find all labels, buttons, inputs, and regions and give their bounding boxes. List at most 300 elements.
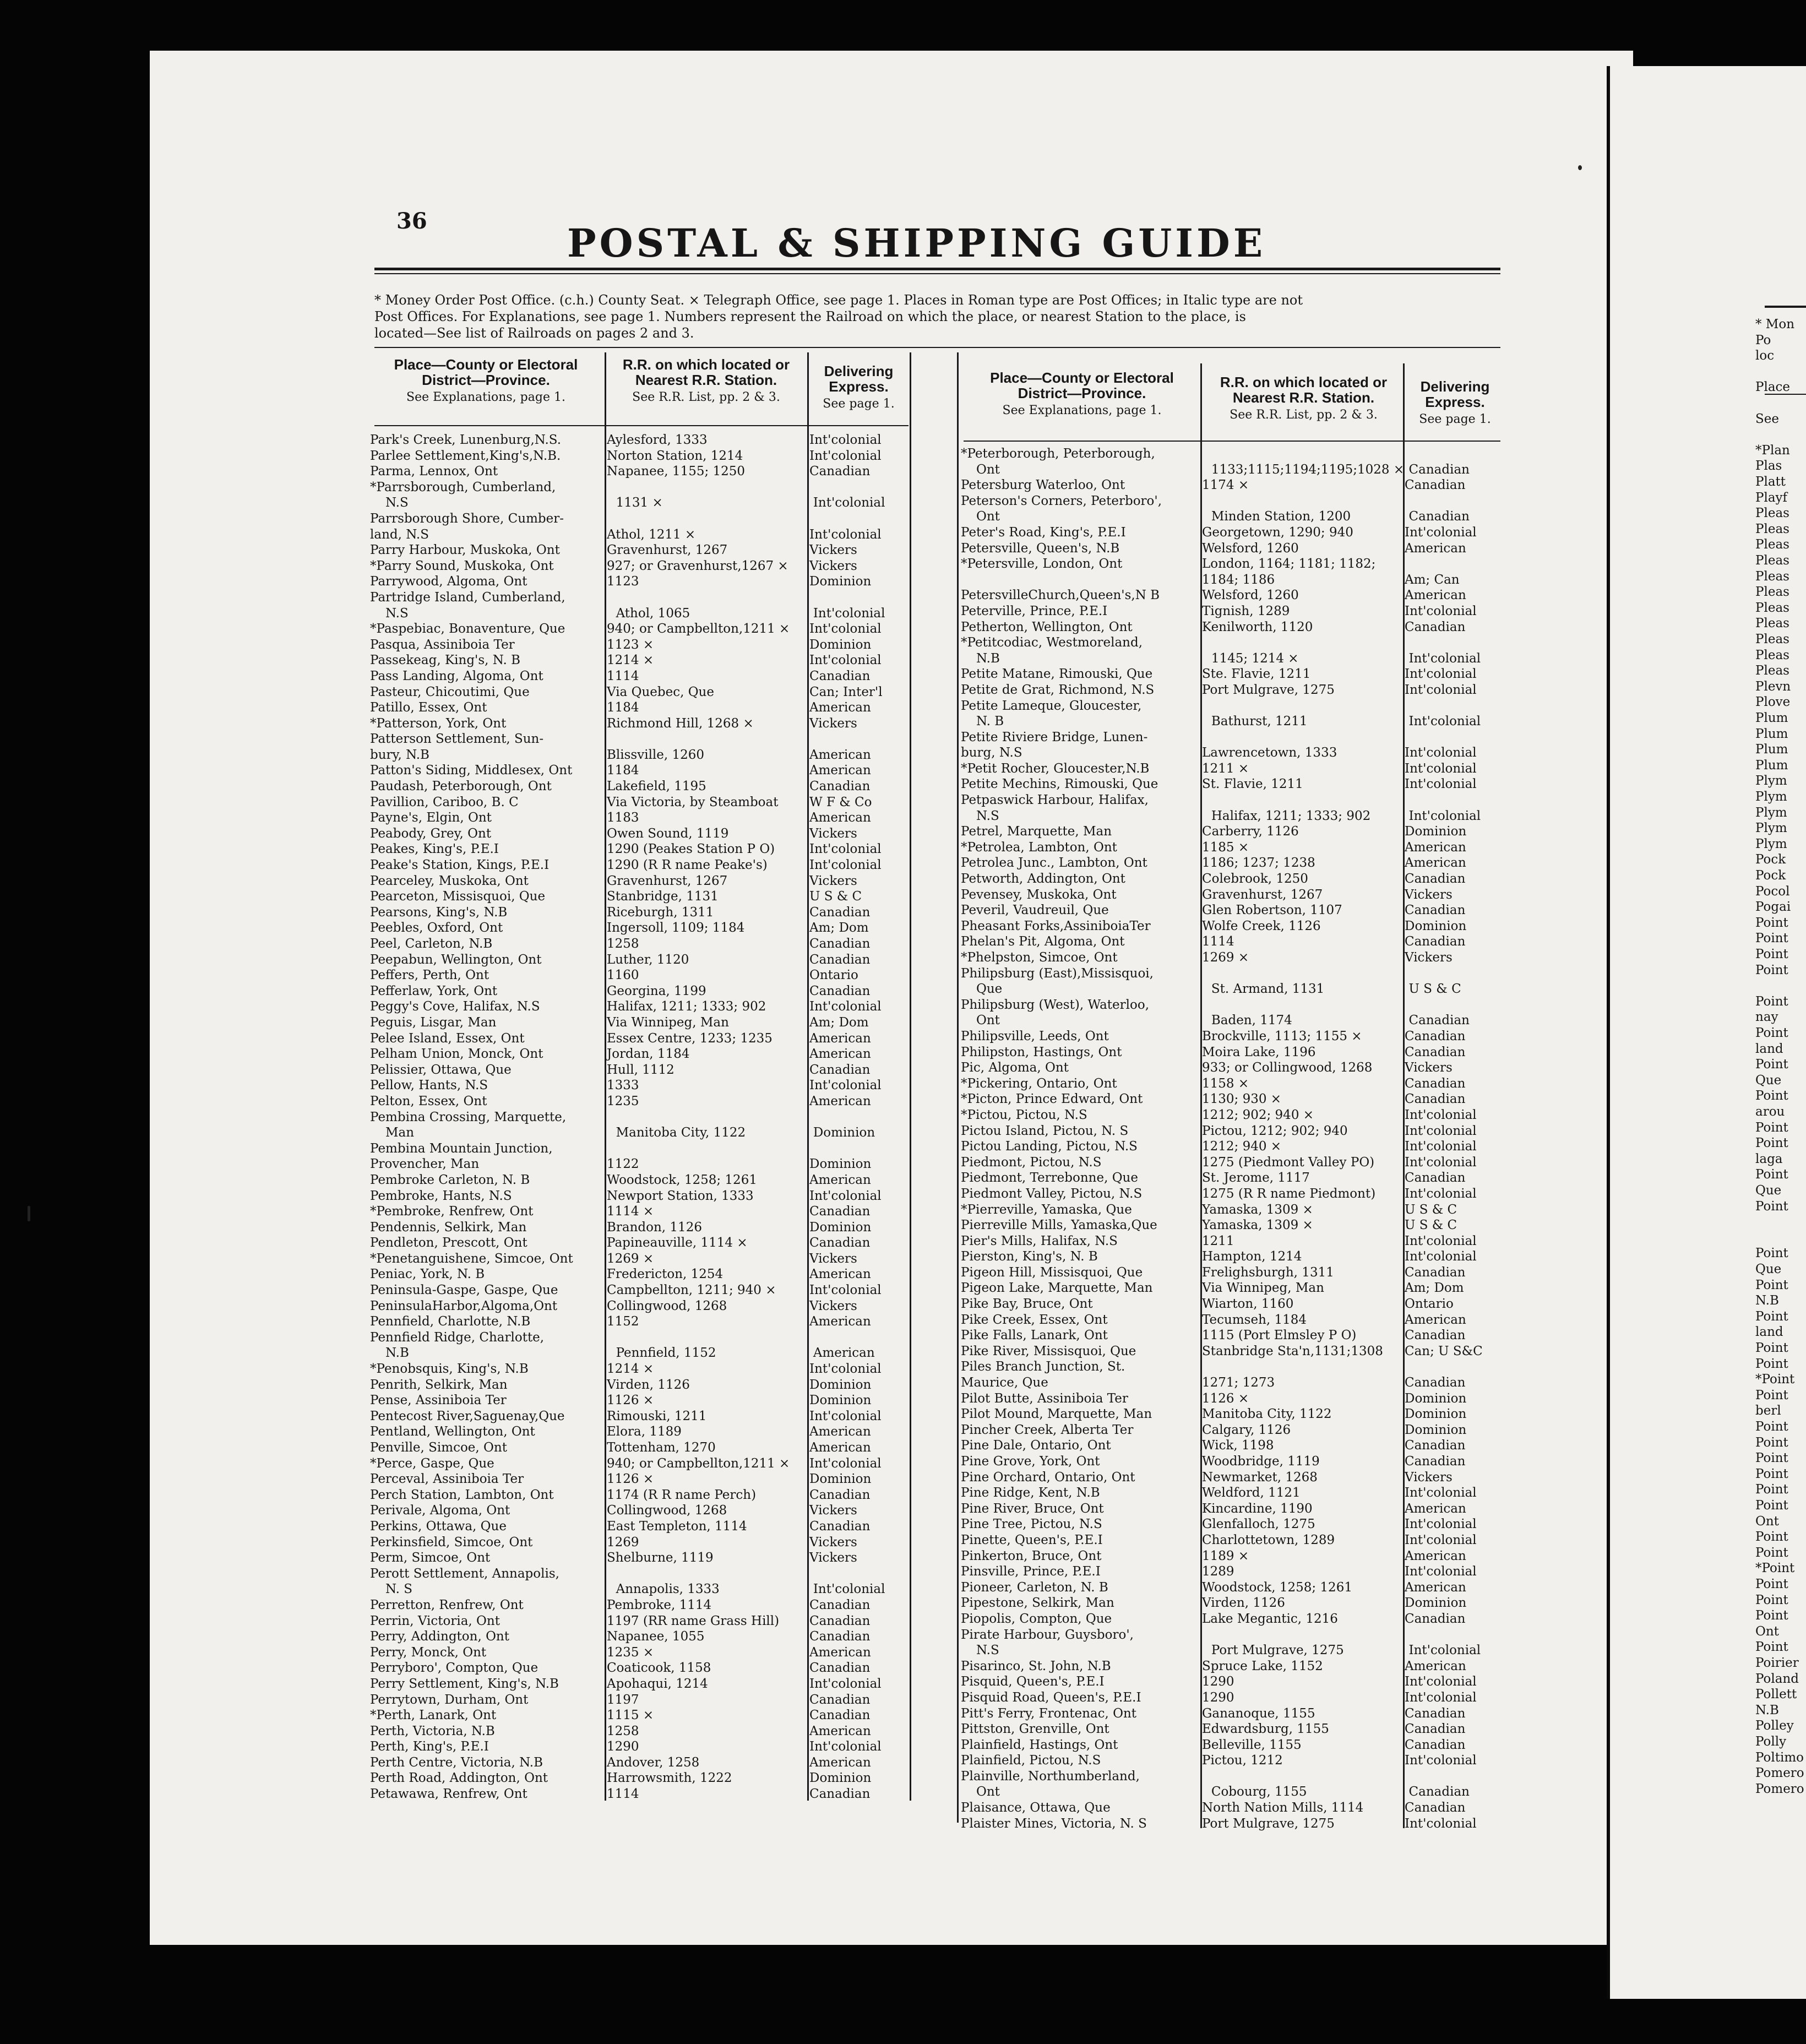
next-page-fragment: Place [1755, 380, 1791, 395]
station-cell: 1160 [607, 968, 639, 983]
legend-line: Post Offices. For Explanations, see page 1. Numbers represent the Railroad on which the place, or nearest Station to the place, is [374, 309, 1246, 324]
station-cell: Newport Station, 1333 [607, 1188, 754, 1203]
ink-speck [28, 1206, 30, 1221]
express-cell: Int'colonial [809, 999, 882, 1014]
station-cell: Gananoque, 1155 [1202, 1706, 1315, 1721]
express-cell: Vickers [1405, 887, 1453, 902]
place-cell: Pinette, Queen's, P.E.I [961, 1532, 1103, 1547]
express-cell: Int'colonial [809, 1283, 882, 1298]
table-row [370, 1629, 910, 1645]
station-cell: Rimouski, 1211 [607, 1409, 707, 1423]
station-cell: Georgetown, 1290; 940 [1202, 525, 1353, 540]
place-cell: Parlee Settlement,King's,N.B. [370, 448, 561, 463]
table-row [370, 857, 910, 873]
station-cell: Spruce Lake, 1152 [1202, 1659, 1323, 1673]
place-cell: Peel, Carleton, N.B [370, 937, 493, 951]
station-cell [1199, 698, 1401, 714]
place-cell: Peake's Station, Kings, P.E.I [370, 858, 550, 873]
table-row [370, 889, 910, 905]
station-cell: Napanee, 1155; 1250 [607, 464, 746, 479]
express-cell: Canadian [809, 1597, 871, 1612]
station-cell: Gravenhurst, 1267 [607, 873, 728, 888]
place-cell: Petite Mechins, Rimouski, Que [961, 777, 1158, 792]
place-cell: Perth, Victoria, N.B [370, 1724, 495, 1738]
table-row [370, 590, 910, 606]
next-page-fragment: Pock [1755, 868, 1786, 883]
place-cell: Pic, Algoma, Ont [961, 1061, 1069, 1075]
next-page-fragment: Point [1755, 931, 1788, 946]
express-cell [1401, 635, 1502, 651]
station-cell: Frelighsburgh, 1311 [1202, 1265, 1334, 1280]
table-row [961, 714, 1503, 730]
station-cell: Brandon, 1126 [607, 1220, 702, 1235]
place-cell: Peguis, Lisgar, Man [370, 1015, 497, 1030]
express-cell: Vickers [809, 543, 857, 558]
table-row [370, 1031, 910, 1047]
table-row [370, 1141, 910, 1157]
express-cell: Canadian [1405, 1376, 1466, 1390]
next-page-fragment: Plym [1755, 790, 1787, 804]
station-cell: Papineauville, 1114 × [607, 1236, 748, 1251]
place-cell: Pierreville Mills, Yamaska,Que [961, 1218, 1157, 1233]
table-row [370, 542, 910, 558]
express-cell: Dominion [809, 1771, 872, 1786]
express-column-header-right [1407, 379, 1503, 427]
station-cell: Yamaska, 1309 × [1202, 1202, 1313, 1217]
express-cell: Int'colonial [1405, 1753, 1477, 1768]
express-cell: Canadian [1405, 1171, 1466, 1186]
table-row [961, 1233, 1503, 1249]
table-row [370, 1739, 910, 1755]
express-cell [806, 480, 909, 496]
next-page-fragment: Point [1755, 1341, 1788, 1355]
express-cell: Int'colonial [809, 1676, 882, 1691]
table-row [961, 1548, 1503, 1564]
express-cell: Ontario [1405, 1297, 1454, 1312]
table-row [961, 682, 1503, 698]
table-row [961, 1091, 1503, 1107]
place-cell: *Perce, Gaspe, Que [370, 1456, 494, 1471]
express-cell: Int'colonial [1405, 1233, 1477, 1248]
place-cell: Plaisance, Ottawa, Que [961, 1801, 1111, 1815]
place-cell: Pike River, Missisquoi, Que [961, 1344, 1136, 1358]
table-row [370, 1755, 910, 1771]
station-cell: 1126 × [607, 1393, 654, 1408]
express-cell: American [1405, 1580, 1466, 1595]
table-row [370, 621, 910, 637]
place-cell: *Phelpston, Simcoe, Ont [961, 950, 1118, 965]
table-row [370, 747, 910, 763]
station-cell: Fredericton, 1254 [607, 1267, 724, 1282]
place-cell: Petite Riviere Bridge, Lunen- [961, 730, 1148, 744]
next-page-fragment: Pleas [1755, 506, 1789, 521]
place-cell: Peter's Road, King's, P.E.I [961, 525, 1126, 540]
place-cell: Pass Landing, Algoma, Ont [370, 668, 543, 683]
station-cell: 1131 × [616, 496, 663, 510]
table-row [961, 477, 1503, 493]
place-cell: Ont [976, 462, 1000, 477]
ink-speck [1578, 165, 1582, 170]
station-cell: Tecumseh, 1184 [1202, 1312, 1307, 1327]
station-cell: 1269 × [607, 1251, 654, 1266]
place-cell: land, N.S [370, 527, 429, 542]
next-page-fragment: land [1755, 1325, 1783, 1340]
table-row [961, 1721, 1503, 1737]
place-cell: Pine Ridge, Kent, N.B [961, 1486, 1100, 1501]
place-cell: Petite Matane, Rimouski, Que [961, 667, 1153, 682]
next-page-fragment: Point [1755, 994, 1788, 1009]
table-row [961, 871, 1503, 887]
station-cell: Virden, 1126 [607, 1377, 690, 1392]
station-cell: East Templeton, 1114 [607, 1519, 747, 1534]
table-row [961, 1107, 1503, 1123]
table-row [370, 1660, 910, 1676]
next-page-fragment: Point [1755, 1309, 1788, 1324]
express-cell [1401, 1627, 1502, 1643]
station-cell [1199, 1627, 1401, 1643]
express-cell [1401, 446, 1502, 462]
express-cell: Canadian [809, 1692, 871, 1707]
table-row [961, 730, 1503, 746]
table-row [961, 1532, 1503, 1548]
place-cell: Pearceton, Missisquoi, Que [370, 889, 546, 904]
place-cell: Perry, Monck, Ont [370, 1645, 487, 1660]
express-cell: Dominion [809, 1472, 872, 1487]
express-cell: Dominion [809, 1377, 872, 1392]
station-cell: Pictou, 1212 [1202, 1753, 1283, 1768]
table-row [961, 1706, 1503, 1722]
next-page-fragment: laga [1755, 1151, 1783, 1166]
express-cell: Canadian [1405, 1265, 1466, 1280]
station-cell: 1145; 1214 × [1211, 651, 1299, 666]
express-cell: Int'colonial [1405, 1107, 1477, 1122]
express-cell: Canadian [1405, 1076, 1466, 1091]
express-cell [1401, 1769, 1502, 1785]
next-page-fragment: Plum [1755, 711, 1788, 725]
place-cell: Perceval, Assiniboia Ter [370, 1472, 524, 1487]
station-cell: Belleville, 1155 [1202, 1737, 1302, 1752]
place-cell: N.S [976, 808, 999, 823]
next-page-fragment: loc [1755, 349, 1775, 363]
place-cell: Perryboro', Compton, Que [370, 1661, 538, 1676]
place-cell: Peabody, Grey, Ont [370, 826, 492, 841]
next-page-fragment: Pleas [1755, 585, 1789, 600]
place-cell: Perch Station, Lambton, Ont [370, 1487, 554, 1502]
place-cell: Petpaswick Harbour, Halifax, [961, 793, 1149, 808]
place-cell: Petawawa, Renfrew, Ont [370, 1787, 527, 1802]
express-cell: Int'colonial [1405, 746, 1477, 760]
place-cell: Pendennis, Selkirk, Man [370, 1220, 527, 1235]
express-cell: Vickers [1405, 1470, 1453, 1485]
table-row [370, 1188, 910, 1204]
table-row [961, 556, 1503, 572]
station-cell: Newmarket, 1268 [1202, 1470, 1318, 1485]
station-cell: 1189 × [1202, 1548, 1249, 1563]
express-cell: Int'colonial [809, 1739, 882, 1754]
station-cell: Wolfe Creek, 1126 [1202, 918, 1321, 933]
place-cell: Pinsville, Prince, P.E.I [961, 1564, 1101, 1579]
express-cell: Canadian [809, 1708, 871, 1723]
place-cell: *Penetanguishene, Simcoe, Ont [370, 1251, 573, 1266]
place-cell: N.S [385, 496, 409, 510]
table-row [961, 1249, 1503, 1265]
next-page-fragment: Point [1755, 1530, 1788, 1545]
station-cell: Wiarton, 1160 [1202, 1297, 1294, 1312]
express-cell: Canadian [1405, 1045, 1466, 1059]
place-cell: Perrytown, Durham, Ont [370, 1692, 529, 1707]
place-cell: Pelham Union, Monck, Ont [370, 1047, 543, 1062]
table-row [370, 841, 910, 857]
place-cell: Petite Lameque, Gloucester, [961, 698, 1142, 713]
express-cell: Dominion [809, 1393, 872, 1408]
station-cell: 1114 [607, 1787, 639, 1802]
place-cell: Patillo, Essex, Ont [370, 700, 487, 715]
page-title: POSTAL & SHIPPING GUIDE [567, 220, 1266, 266]
table-row [961, 509, 1503, 525]
title-rule-thin [374, 273, 1500, 274]
place-cell: Pictou Landing, Pictou, N.S [961, 1139, 1138, 1154]
table-row [370, 999, 910, 1015]
express-cell: Canadian [1405, 1611, 1466, 1626]
table-row [961, 635, 1503, 651]
station-cell: Pembroke, 1114 [607, 1597, 712, 1612]
station-cell: Manitoba City, 1122 [616, 1126, 746, 1140]
table-row [370, 810, 910, 826]
table-row [370, 1471, 910, 1487]
station-cell: 1214 × [607, 1362, 654, 1377]
right-listing-table [961, 446, 1503, 1831]
place-cell: Pike Falls, Lanark, Ont [961, 1328, 1108, 1343]
place-cell: Peepabun, Wellington, Ont [370, 952, 542, 967]
next-page-fragment: Que [1755, 1183, 1782, 1198]
table-row [961, 1076, 1503, 1092]
table-row [961, 918, 1503, 934]
next-page-fragment: N.B [1755, 1293, 1779, 1308]
express-cell: Canadian [1408, 462, 1470, 477]
place-header-title: Place—County or Electoral District—Province. [394, 356, 578, 388]
station-cell: 1290 [1202, 1675, 1234, 1689]
table-row [961, 1674, 1503, 1690]
station-cell: Yamaska, 1309 × [1202, 1218, 1313, 1233]
table-row [370, 1440, 910, 1456]
express-cell: Dominion [1405, 1422, 1467, 1437]
station-cell: Annapolis, 1333 [616, 1582, 720, 1597]
express-cell: Int'colonial [1405, 1816, 1477, 1831]
express-cell [1401, 997, 1502, 1013]
express-cell: American [1405, 1659, 1466, 1673]
place-cell: Pefferlaw, York, Ont [370, 983, 498, 998]
express-cell: Int'colonial [809, 622, 882, 637]
station-cell: 1275 (Piedmont Valley PO) [1202, 1155, 1375, 1170]
express-cell: Canadian [1405, 934, 1466, 949]
place-cell: Peniac, York, N. B [370, 1267, 485, 1282]
station-cell [1199, 730, 1401, 746]
place-cell: Peveril, Vaudreuil, Que [961, 903, 1109, 918]
station-cell: Via Victoria, by Steamboat [607, 795, 779, 809]
next-page-fragment: Pomero [1755, 1766, 1804, 1781]
table-row [961, 1438, 1503, 1454]
station-cell: 1126 × [1202, 1391, 1249, 1406]
station-header-title: R.R. on which located or Nearest R.R. Station. [1220, 374, 1388, 406]
place-cell: Pelton, Essex, Ont [370, 1094, 487, 1108]
express-cell: Int'colonial [809, 433, 882, 447]
table-row [370, 1613, 910, 1629]
station-cell: Apohaqui, 1214 [607, 1676, 708, 1691]
table-row [370, 1078, 910, 1094]
place-cell: Pine Tree, Pictou, N.S [961, 1517, 1102, 1532]
place-cell: Perott Settlement, Annapolis, [370, 1566, 559, 1581]
place-cell: Pearceley, Muskoka, Ont [370, 873, 529, 888]
next-page-fragment: Point [1755, 1640, 1788, 1655]
station-cell: Pictou, 1212; 902; 940 [1202, 1123, 1348, 1138]
table-row [961, 1170, 1503, 1186]
express-cell: Can; U S&C [1405, 1344, 1483, 1358]
station-cell: 1212; 902; 940 × [1202, 1107, 1314, 1122]
place-cell: Pembina Crossing, Marquette, [370, 1110, 567, 1124]
express-cell: Int'colonial [809, 1188, 882, 1203]
station-cell: Owen Sound, 1119 [607, 826, 729, 841]
station-cell: Woodbridge, 1119 [1202, 1454, 1320, 1469]
station-column-header [608, 357, 804, 405]
place-cell: Piedmont Valley, Pictou, N.S [961, 1186, 1143, 1201]
station-cell: 1174 (R R name Perch) [607, 1487, 757, 1502]
place-cell: Perivale, Algoma, Ont [370, 1503, 510, 1518]
express-cell: Canadian [809, 1613, 871, 1628]
express-cell: Canadian [809, 983, 871, 998]
next-page-fragment: Platt [1755, 475, 1786, 489]
express-cell: Vickers [809, 1503, 857, 1518]
next-page-fragment: Poltimo [1755, 1750, 1804, 1765]
table-row [370, 1786, 910, 1802]
place-column-header-right [966, 370, 1198, 418]
express-cell: Int'colonial [1405, 1186, 1477, 1201]
express-cell: Canadian [809, 668, 871, 683]
table-row [370, 1456, 910, 1472]
next-page-fragment: Ont [1755, 1624, 1779, 1639]
station-cell: 1289 [1202, 1564, 1234, 1579]
place-cell: Pisquid, Queen's, P.E.I [961, 1675, 1105, 1689]
express-cell: Int'colonial [1405, 777, 1477, 792]
express-cell: American [1405, 1548, 1466, 1563]
express-cell: Int'colonial [1405, 1249, 1477, 1264]
station-cell: Baden, 1174 [1211, 1013, 1292, 1028]
express-header-title: Delivering Express. [824, 363, 894, 395]
place-cell: Pike Bay, Bruce, Ont [961, 1297, 1093, 1312]
place-cell: Perth Centre, Victoria, N.B [370, 1755, 543, 1770]
station-cell: 1174 × [1202, 478, 1249, 493]
express-cell: Int'colonial [1408, 1643, 1481, 1658]
station-header-sub: See R.R. List, pp. 2 & 3. [632, 390, 780, 404]
station-cell: Carberry, 1126 [1202, 824, 1299, 839]
table-row [370, 731, 910, 747]
column-divider [957, 352, 959, 1823]
place-cell: Piopolis, Compton, Que [961, 1611, 1112, 1626]
express-cell: American [813, 1346, 875, 1361]
next-page-fragment: Plove [1755, 695, 1791, 710]
station-cell: Cobourg, 1155 [1211, 1785, 1307, 1800]
header-bottom-rule-right [964, 441, 1500, 442]
table-row [961, 1280, 1503, 1296]
station-cell: 933; or Collingwood, 1268 [1202, 1061, 1373, 1075]
place-cell: *Petersville, London, Ont [961, 557, 1123, 572]
table-row [370, 527, 910, 543]
next-page-fragment: berl [1755, 1404, 1781, 1418]
next-page-fragment: land [1755, 1041, 1783, 1056]
express-cell: Am; Can [1405, 572, 1460, 587]
place-cell: N. B [976, 714, 1004, 729]
next-page-fragment: Plym [1755, 821, 1787, 836]
table-row [370, 495, 910, 511]
legend-line: located—See list of Railroads on pages 2 and 3. [374, 325, 694, 341]
express-cell [1401, 966, 1502, 982]
legend [374, 292, 1500, 341]
next-page-fragment: Poirier [1755, 1656, 1799, 1670]
station-cell: 1185 × [1202, 840, 1249, 855]
table-row [370, 1597, 910, 1613]
express-header-sub: See page 1. [1419, 412, 1491, 426]
table-row [370, 558, 910, 574]
express-cell: U S & C [1408, 982, 1461, 997]
next-page-fragment: Plym [1755, 805, 1787, 820]
table-row [370, 1487, 910, 1503]
place-cell: Petersburg Waterloo, Ont [961, 478, 1125, 493]
place-cell: Patterson Settlement, Sun- [370, 732, 544, 747]
station-cell: Welsford, 1260 [1202, 541, 1299, 556]
place-cell: Perretton, Renfrew, Ont [370, 1597, 524, 1612]
express-cell [1401, 1359, 1502, 1375]
place-cell: Plainville, Northumberland, [961, 1769, 1140, 1784]
station-cell: Harrowsmith, 1222 [607, 1771, 732, 1786]
place-cell: Peebles, Oxford, Ont [370, 921, 503, 936]
station-cell [1199, 1359, 1401, 1375]
express-cell: American [809, 763, 871, 778]
station-cell: Woodstock, 1258; 1261 [607, 1172, 757, 1187]
station-cell: Collingwood, 1268 [607, 1503, 727, 1518]
station-cell: Richmond Hill, 1268 × [607, 716, 754, 731]
station-cell: Luther, 1120 [607, 952, 689, 967]
station-cell [1199, 1769, 1401, 1785]
place-cell: Pennfield Ridge, Charlotte, [370, 1330, 545, 1345]
place-cell: Perkinsfield, Simcoe, Ont [370, 1535, 533, 1550]
station-cell: London, 1164; 1181; 1182; [1202, 557, 1376, 572]
express-cell: Vickers [1405, 950, 1453, 965]
station-cell: Athol, 1211 × [607, 527, 696, 542]
table-row [370, 1345, 910, 1361]
express-cell: American [809, 1267, 871, 1282]
station-cell: 1333 [607, 1078, 639, 1093]
express-cell [1401, 792, 1502, 808]
place-cell: Patton's Siding, Middlesex, Ont [370, 763, 573, 778]
place-cell: *Pembroke, Renfrew, Ont [370, 1204, 534, 1219]
express-cell: American [1405, 541, 1466, 556]
table-row [370, 1535, 910, 1551]
express-cell: Ontario [809, 968, 858, 983]
next-page-fragment: Pleas [1755, 664, 1789, 678]
express-cell: American [1405, 1312, 1466, 1327]
table-row [370, 1266, 910, 1282]
station-cell: Pennfield, 1152 [616, 1346, 716, 1361]
station-cell: Ste. Flavie, 1211 [1202, 667, 1311, 682]
table-row [961, 808, 1503, 824]
place-column-header [374, 357, 597, 405]
table-row [961, 604, 1503, 619]
next-page-fragment: Point [1755, 1356, 1788, 1371]
next-page-fragment: Point [1755, 947, 1788, 961]
express-cell: Canadian [809, 464, 871, 479]
place-cell: Pentland, Wellington, Ont [370, 1425, 535, 1439]
station-cell: 1152 [607, 1314, 639, 1329]
place-cell: Pevensey, Muskoka, Ont [961, 887, 1117, 902]
